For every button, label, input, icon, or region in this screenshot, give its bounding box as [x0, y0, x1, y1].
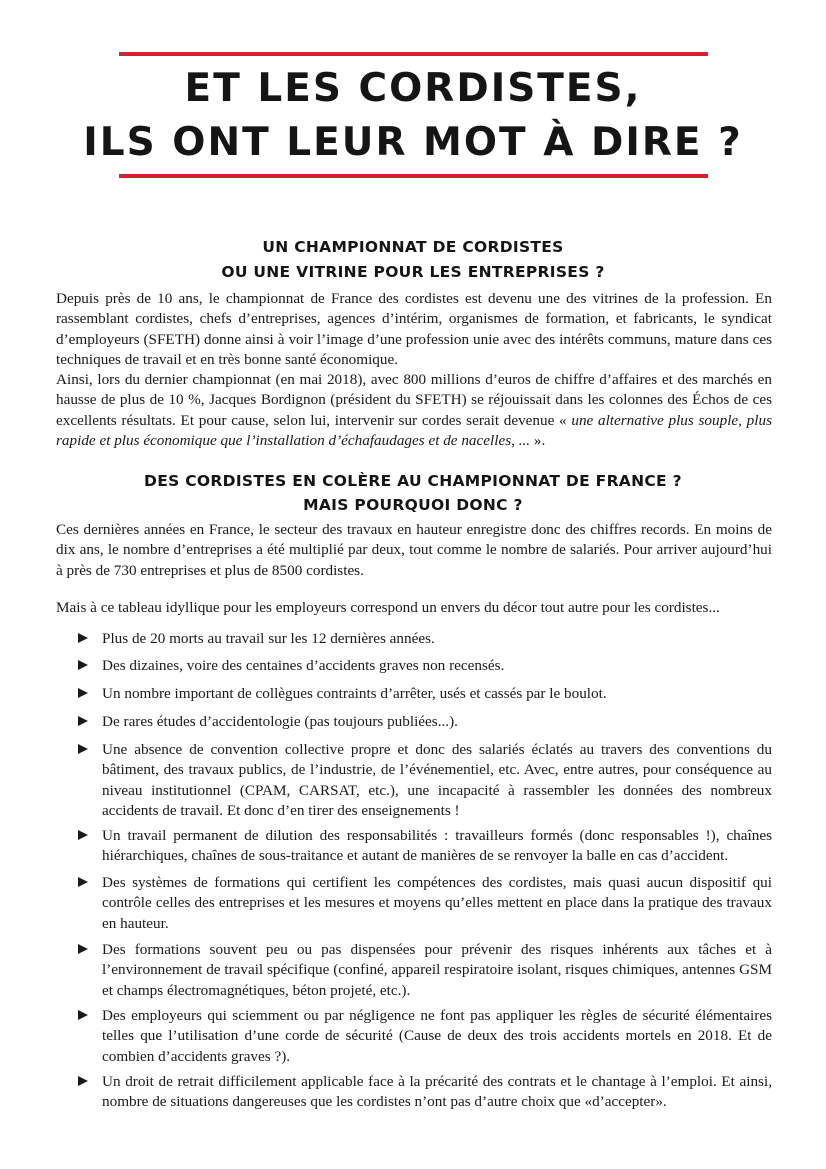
- bullet-triangle-icon: [78, 716, 88, 726]
- bullet-triangle-icon: [78, 944, 88, 954]
- bullet-triangle-icon: [78, 688, 88, 698]
- bullet-triangle-icon: [78, 660, 88, 670]
- section2-heading-line-2: MAIS POURQUOI DONC ?: [303, 496, 523, 514]
- section1-heading-line-2: OU UNE VITRINE POUR LES ENTREPRISES ?: [221, 263, 605, 281]
- bullet-triangle-icon: [78, 744, 88, 754]
- top-red-rule: [119, 52, 708, 56]
- bullet-triangle-icon: [78, 1010, 88, 1020]
- section1-paragraph-1: Depuis près de 10 ans, le championnat de France des cordistes est devenu une des vitrines de la profession. En rassemblant cordistes, chefs d’entreprises, agences d’intérim, organismes de formation, et fabricants, le syndicat d’employeurs (SFETH) donne ainsi à voir l’image d’une profession unie avec des intérêts communs, mature dans ces techniques de travail et en très bonne santé économique.: [56, 290, 772, 369]
- section1-paragraph-2: [56, 370, 772, 452]
- document-page: ET LES CORDISTES, ILS ONT LEUR MOT À DIRE ? UN CHAMPIONNAT DE CORDISTES OU UNE VITRINE POUR LES ENTREPRISES ? Depuis près de 10 ans, le championnat de France des cordistes est devenu une des vitrines de la profession. En rassemblant cordistes, chefs d’entreprises, agences d’intérim, organismes de formation, et fabricants, le syndicat d’employeurs (SFETH) donne ainsi à voir l’image d’une profession unie avec des intérêts communs, mature dans ces techniques de travail et en très bonne santé économique. Ainsi, lors du dernier championnat (en mai 2018), avec 800 millions d’euros de chiffre d’affaires et des marchés en hausse de plus de 10 %, Jacques Bordignon (président du SFETH) se réjouissait dans les colonnes des Échos de ces excellents résultats. Et pour cause, selon lui, intervenir sur cordes serait devenue « une alternative plus souple, plus rapide et plus économique que l’installation d’échafaudages et de nacelles, ... ». DES CORDISTES EN COLÈRE AU CHAMPIONNAT DE FRANCE ? MAIS POURQUOI DONC ? Ces dernières années en France, le secteur des travaux en hauteur enregistre donc des chiffres records. En moins de dix ans, le nombre d’entreprises a été multiplié par deux, tout comme le nombre de salariés. Pour arriver aujourd’hui à près de 730 entreprises et plus de 8500 cordistes. Mais à ce tableau idyllique pour les employeurs correspond un envers du décor tout autre pour les cordistes... Plus de 20 morts au travail sur les 12 dernières années. Des dizaines, voire des centaines d’accidents graves non recensés. Un nombre important de collègues contraints d’arrêter, usés et cassés par le boulot. De rares études d’accidentologie (pas toujours publiées...). Une absence de convention collective propre et donc des salariés éclatés au travers des conventions du bâtiment, des travaux publics, de l’industrie, de l’événementiel, etc. Avec, entre autres, pour conséquence au niveau institutionnel (CPAM, CARSAT, etc.), une incapacité à rassembler les données des nombreux accidents de travail. Et donc d’en tirer des enseignements ! Un travail permanent de dilution des responsabilités : travailleurs formés (donc responsables !), chaînes hiérarchiques, chaînes de sous-traitance et autant de manières de se renvoyer la balle en cas d’accident. Des systèmes de formations qui certifient les compétences des cordistes, mais quasi aucun dispositif qui contrôle celles des entreprises et les mesures et moyens qu’elles mettent en place dans la pratique des travaux en hauteur. Des formations souvent peu ou pas dispensées pour prévenir des risques inhérents aux tâches et à l’environnement de travail spécifique (confiné, appareil respiratoire isolant, risques chimiques, antennes GSM et champs électromagnétiques, béton projeté, etc.). Des employeurs qui sciemment ou par négligence ne font pas appliquer les règles de sécurité élémentaires telles que l’utilisation d’une corde de sécurité (Cause de deux des trois accidents mortels en 2018. Et de combien d’accidents graves ?). Un droit de retrait difficilement applicable face à la précarité des contrats et le chantage à l’emploi. Et ainsi, nombre de situations dangereuses que les cordistes n’ont pas d’autre choix que «d’accepter».: [0, 0, 826, 1169]
- section1-paragraph-2-text: Ainsi, lors du dernier championnat (en mai 2018), avec 800 millions d’euros de chiffre d’affaires et des marchés en hausse de plus de 10 %, Jacques Bordignon (président du SFETH) se réjouissait dans les colonnes des Échos de ces excellents résultats. Et pour cause, selon lui, intervenir sur cordes serait devenue «: [56, 371, 772, 429]
- bullet-triangle-icon: [78, 830, 88, 840]
- section1-paragraph-2-end: ».: [530, 432, 546, 450]
- section2-paragraph-1: Ces dernières années en France, le secteur des travaux en hauteur enregistre donc des chiffres records. En moins de dix ans, le nombre d’entreprises a été multiplié par deux, tout comme le nombre de salariés. Pour arriver aujourd’hui à près de 730 entreprises et plus de 8500 cordistes.: [56, 521, 772, 579]
- bullet-triangle-icon: [78, 1076, 88, 1086]
- bullet-triangle-icon: [78, 633, 88, 643]
- bottom-red-rule: [119, 174, 708, 178]
- bullet-triangle-icon: [78, 877, 88, 887]
- section2-heading-line-1: DES CORDISTES EN COLÈRE AU CHAMPIONNAT DE FRANCE ?: [144, 472, 682, 490]
- page-title-line-1: ET LES CORDISTES,: [184, 66, 642, 111]
- section1-heading-line-1: UN CHAMPIONNAT DE CORDISTES: [262, 238, 564, 256]
- page-title-line-2: ILS ONT LEUR MOT À DIRE ?: [83, 120, 743, 165]
- section1-paragraph-2-quote: une alternative plus souple, plus rapide et plus économique que l’installation d’échafaudages et de nacelles, ...: [56, 411, 772, 450]
- section2-paragraph-2: Mais à ce tableau idyllique pour les employeurs correspond un envers du décor tout autre pour les cordistes...: [56, 599, 720, 616]
